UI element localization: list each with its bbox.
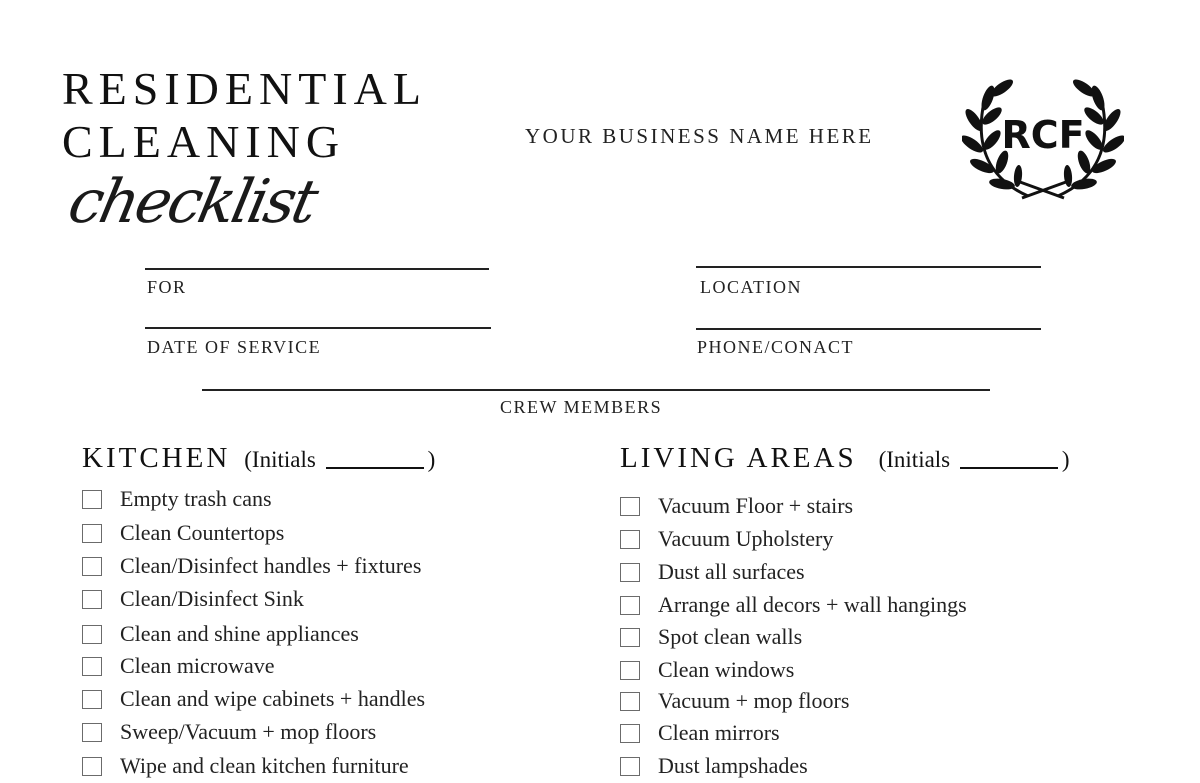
living-item-label: Dust all surfaces [658,559,805,584]
kitchen-initials-open: (Initials [244,447,316,472]
kitchen-item[interactable] [82,586,304,612]
living-item-label: Vacuum Floor + stairs [658,493,854,518]
checkbox[interactable] [620,530,640,549]
checkbox[interactable] [82,657,102,676]
kitchen-item-label: Clean and shine appliances [120,621,359,646]
living-item[interactable] [620,753,808,779]
living-item-label: Clean windows [658,657,795,682]
kitchen-item-label: Empty trash cans [120,486,272,511]
living-item[interactable] [620,720,780,746]
living-item-label: Spot clean walls [658,624,803,649]
checkbox[interactable] [620,497,640,516]
crew-members-label: CREW MEMBERS [500,397,663,417]
kitchen-item-label: Sweep/Vacuum + mop floors [120,719,377,744]
kitchen-initials-blank[interactable] [326,467,424,469]
title-cleaning: CLEANING [62,116,346,167]
crew-members-line[interactable] [202,389,990,391]
checkbox[interactable] [620,692,640,711]
kitchen-item-label: Wipe and clean kitchen furniture [120,753,409,778]
kitchen-title: KITCHEN [82,442,231,474]
checkbox[interactable] [82,690,102,709]
date-of-service-label: DATE OF SERVICE [147,337,322,357]
living-item-label: Arrange all decors + wall hangings [658,592,967,617]
living-areas-heading [620,442,1070,475]
living-item[interactable] [620,493,853,519]
for-label: FOR [147,277,187,297]
kitchen-item[interactable] [82,686,425,712]
living-item-label: Dust lampshades [658,753,808,778]
kitchen-item[interactable] [82,753,409,779]
living-areas-title: LIVING AREAS [620,442,857,474]
checkbox[interactable] [82,723,102,742]
kitchen-item-label: Clean/Disinfect Sink [120,586,304,611]
kitchen-item[interactable] [82,553,421,579]
location-label: LOCATION [700,277,802,297]
kitchen-item[interactable] [82,621,359,647]
checkbox[interactable] [620,757,640,776]
logo-text: RCF [1001,113,1085,157]
kitchen-initials-close: ) [427,447,436,472]
kitchen-item-label: Clean/Disinfect handles + fixtures [120,553,422,578]
kitchen-item-label: Clean and wipe cabinets + handles [120,686,426,711]
living-areas-initials-blank[interactable] [960,467,1058,469]
checkbox[interactable] [82,625,102,644]
kitchen-heading [82,442,435,475]
kitchen-item[interactable] [82,486,272,512]
for-line[interactable] [145,268,489,270]
living-item-label: Vacuum + mop floors [658,688,850,713]
living-initials-close: ) [1061,447,1070,472]
living-item[interactable] [620,688,849,714]
kitchen-item[interactable] [82,520,284,546]
living-item[interactable] [620,592,967,618]
checkbox[interactable] [82,557,102,576]
phone-contact-label: PHONE/CONACT [697,337,855,357]
living-item[interactable] [620,624,802,650]
date-of-service-line[interactable] [145,327,491,329]
location-line[interactable] [696,266,1041,268]
kitchen-item-label: Clean Countertops [120,520,285,545]
phone-contact-line[interactable] [696,328,1041,330]
checkbox[interactable] [82,490,102,509]
checkbox[interactable] [620,628,640,647]
laurel-wreath-icon [962,58,1124,208]
kitchen-item[interactable] [82,653,275,679]
living-item-label: Clean mirrors [658,720,780,745]
checkbox[interactable] [620,596,640,615]
living-initials-open: (Initials [878,447,951,472]
title-checklist-script: checklist [62,167,322,237]
checkbox[interactable] [620,724,640,743]
business-name: YOUR BUSINESS NAME HERE [525,124,874,148]
living-item[interactable] [620,526,833,552]
kitchen-item[interactable] [82,719,376,745]
checkbox[interactable] [82,590,102,609]
living-item[interactable] [620,559,805,585]
kitchen-initials [244,447,435,473]
kitchen-item-label: Clean microwave [120,653,275,678]
checkbox[interactable] [82,757,102,776]
checkbox[interactable] [620,563,640,582]
living-areas-initials [879,447,1070,473]
logo [962,58,1124,208]
checkbox[interactable] [82,524,102,543]
title-residential: RESIDENTIAL [62,63,427,114]
living-item[interactable] [620,657,794,683]
living-item-label: Vacuum Upholstery [658,526,834,551]
checkbox[interactable] [620,661,640,680]
